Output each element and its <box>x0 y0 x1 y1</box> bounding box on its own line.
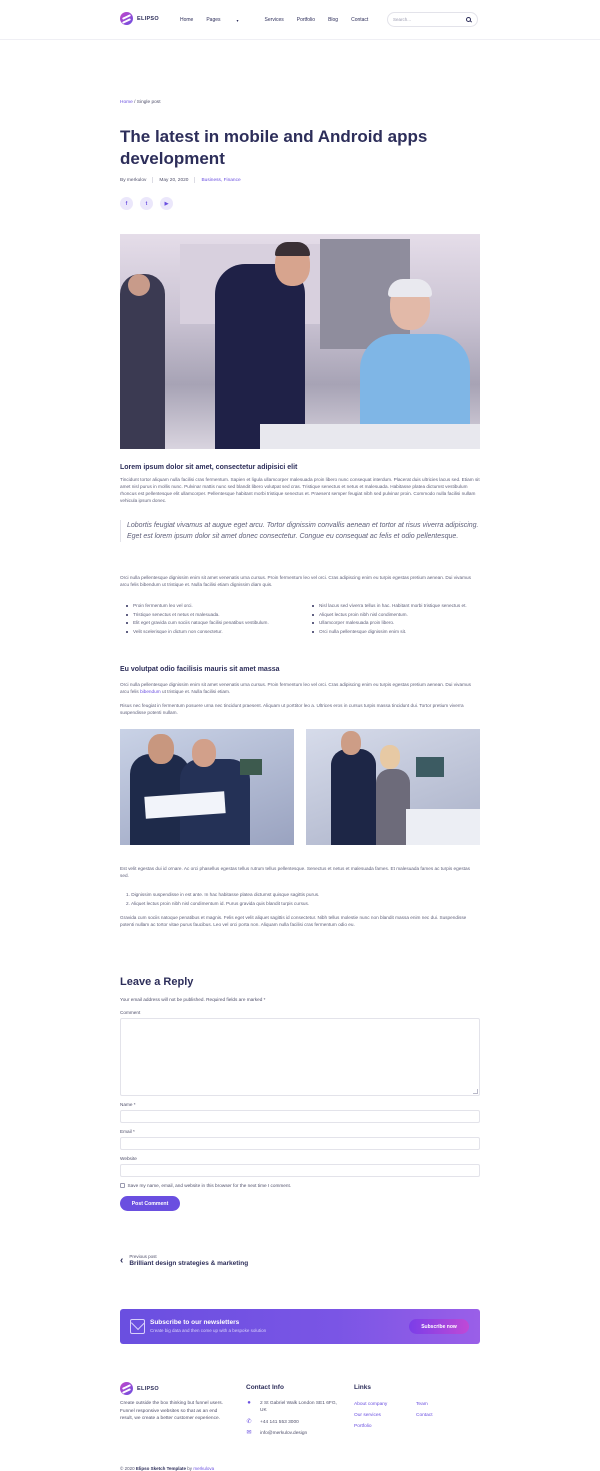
search-input[interactable] <box>387 12 478 27</box>
previous-post-link[interactable] <box>120 1254 248 1267</box>
comment-textarea[interactable] <box>120 1018 480 1096</box>
footer-about: Create outside the box thinking but funnel users. Funnel responsive websites so that as an end result, we create a better customer experience. <box>120 1401 223 1422</box>
paragraph: Gravida cum sociis natoque penatibus et magnis. Felis eget velit aliquet sagittis id consectetur. Nibh tellus molestie nunc non blandit massa enim nec dui. Suspendisse potenti nullam ac tortor vitae purus faucibus. Leo vel orci porta non. Aliquam nulla facilisi cras fermentum odio eu. <box>120 915 467 927</box>
nav-pages[interactable] <box>206 17 251 23</box>
logo-text: ELIPSO <box>137 15 159 22</box>
reply-title: Leave a Reply <box>120 976 194 988</box>
footer-link-contact[interactable]: Contact <box>416 1413 433 1418</box>
previous-post-text <box>129 1254 248 1267</box>
previous-post-label: Previous post <box>129 1254 157 1259</box>
copyright-author[interactable]: merkulova <box>193 1466 215 1471</box>
desk <box>260 424 480 449</box>
man-hair <box>275 242 310 256</box>
email-label: Email * <box>120 1129 135 1134</box>
contact-email <box>246 1430 307 1437</box>
email-text[interactable]: info@merkulov.design <box>260 1431 308 1436</box>
post-meta <box>120 177 241 183</box>
nav-services[interactable]: Services <box>264 17 284 23</box>
save-info-label: Save my name, email, and website in this browser for the next time I comment. <box>127 1183 292 1188</box>
copyright-brand: Elipso Sketch Template <box>135 1466 187 1471</box>
copyright <box>120 1466 214 1471</box>
list-item: Orci nulla pellentesque dignissim enim sit. <box>312 628 480 637</box>
contact-title: Contact Info <box>246 1384 284 1391</box>
post-comment-button[interactable]: Post Comment <box>120 1196 180 1211</box>
nav-contact[interactable]: Contact <box>351 17 369 23</box>
post-categories[interactable]: Business, Finance <box>201 177 241 183</box>
footer-link-portfolio[interactable]: Portfolio <box>354 1424 372 1429</box>
footer-logo[interactable] <box>120 1382 159 1395</box>
footer-link-services[interactable]: Our services <box>354 1413 381 1418</box>
hero-image <box>120 234 480 449</box>
share-buttons <box>120 197 173 210</box>
gallery-image-1 <box>120 729 294 845</box>
ordered-list <box>126 891 480 908</box>
inline-link[interactable]: bibendum <box>140 689 161 694</box>
paragraph: Risus nec feugiat in fermentum posuere urna nec tincidunt praesent. Aliquam ut porttitor leo a. Ultrices eros in cursus turpis massa tincidunt dui. Tortor pretium viverra suspendisse potenti nullam. <box>120 703 464 715</box>
photo-person-head <box>341 731 361 755</box>
list-item: Tristique senectus et netus et malesuada. <box>126 611 306 620</box>
photo-person <box>331 749 376 845</box>
paragraph-text: Orci nulla pellentesque dignissim enim sit amet venenatis urna cursus. Proin fermentum leo vel orci. Cras adipiscing enim eu turpis egestas pretium aenean. Dui vivamus arcu felis <box>120 682 471 694</box>
post-date: May 20, 2020 <box>159 177 189 183</box>
paragraph <box>120 681 480 695</box>
paragraph-text: ut tristique et. Nulla facilisi etiam. <box>160 689 231 694</box>
save-info-row <box>120 1183 291 1188</box>
list-item: Elit eget gravida cum sociis natoque facilisi penatibus vestibulum. <box>126 619 306 628</box>
footer-link-about[interactable]: About company <box>354 1402 388 1407</box>
nav-home[interactable]: Home <box>180 17 194 23</box>
resize-handle-icon[interactable] <box>473 1089 478 1094</box>
paragraph: Orci nulla pellentesque dignissim enim sit amet venenatis urna cursus. Proin fermentum leo vel orci. Cras adipiscing enim eu turpis egestas pretium aenean. Dui vivamus arcu felis bibendum ut tristique et. Nulla facilisi etiam dignissim diam quis. <box>120 575 471 587</box>
person-left <box>120 274 165 449</box>
blockquote: Lobortis feugiat vivamus at augue eget arcu. Tortor dignissim convallis aenean et tortor at risus viverra adipiscing. Eget est lorem ipsum dolor sit amet donec consectetur. Congue eu consequat ac felis et odio pellentesque. <box>120 520 480 542</box>
mail-icon <box>130 1319 145 1334</box>
paragraph: Est velit egestas dui id ornare. Ac orci phasellus egestas tellus rutrum tellus pellentesque. Senectus et netus et malesuada fames. Et malesuada fames ac turpis egestas sed. <box>120 866 470 878</box>
photo-person-head <box>380 745 400 769</box>
email-field[interactable] <box>120 1137 480 1150</box>
chevron-down-icon: ▾ <box>236 17 239 23</box>
man-in-suit <box>215 264 305 449</box>
meta-divider <box>194 177 195 183</box>
reply-note: Your email address will not be published. Required fields are marked * <box>120 997 266 1002</box>
newsletter-title: Subscribe to our newsletters <box>150 1319 240 1326</box>
location-pin-icon: ● <box>247 1400 251 1406</box>
list-item: Proin fermentum leo vel orci. <box>126 602 306 611</box>
photo-person-head <box>148 734 174 764</box>
site-header <box>0 0 600 40</box>
website-label: Website <box>120 1156 137 1161</box>
copyright-by: by <box>187 1466 193 1471</box>
contact-phone <box>246 1419 299 1426</box>
photo-person-head <box>192 739 216 767</box>
photo-person <box>376 769 410 845</box>
section-heading: Eu volutpat odio facilisis mauris sit amet massa <box>120 666 280 673</box>
breadcrumb-current: / Single post <box>134 100 161 105</box>
newsletter-subtitle: Create big data and then come up with a bespoke solution <box>150 1328 267 1333</box>
person-left-head <box>128 274 150 296</box>
photo-screen <box>416 757 444 777</box>
website-field[interactable] <box>120 1164 480 1177</box>
list-item: Nisl lacus sed viverra tellus in hac. Habitant morbi tristique senectus et. <box>312 602 480 611</box>
photo-screen <box>240 759 262 775</box>
breadcrumb-home[interactable]: Home <box>120 100 133 105</box>
list-item: 1. Dignissim suspendisse in est ante. In hac habitasse platea dictumst quisque sagittis purus. <box>126 892 320 897</box>
address-text: 2 St Gabriel Walk London SE1 6FG, UK <box>260 1401 337 1413</box>
footer-logo-text: ELIPSO <box>137 1385 159 1392</box>
meta-divider <box>152 177 153 183</box>
name-field[interactable] <box>120 1110 480 1123</box>
phone-icon: ✆ <box>246 1419 252 1425</box>
phone-text[interactable]: +44 141 553 3000 <box>260 1420 299 1425</box>
logo-icon <box>120 12 133 25</box>
post-title: The latest in mobile and Android apps development <box>120 127 428 168</box>
links-title: Links <box>354 1384 371 1391</box>
logo[interactable] <box>120 12 159 25</box>
woman-hair <box>388 279 432 297</box>
list-item: 2. Aliquet lectus proin nibh nisl condimentum id. Purus gravida quis blandit turpis cursus. <box>126 900 310 906</box>
youtube-icon[interactable]: ▶ <box>160 197 173 210</box>
previous-post-title: Brilliant design strategies & marketing <box>129 1260 249 1267</box>
nav-portfolio[interactable]: Portfolio <box>296 17 316 23</box>
breadcrumb <box>120 100 161 105</box>
save-info-checkbox[interactable] <box>120 1183 125 1188</box>
facebook-icon[interactable]: f <box>120 197 133 210</box>
bullet-list-right <box>312 602 480 636</box>
photo-desk <box>406 809 480 845</box>
contact-address <box>246 1400 356 1414</box>
search-placeholder: Search... <box>393 17 412 22</box>
list-item: Velit scelerisque in dictum non consectetur. <box>126 628 306 637</box>
paragraph: Tincidunt tortor aliquam nulla facilisi cras fermentum. Sapien et ligula ullamcorper malesuada proin libero nunc consequat interdum. Placerat duis ultricies lacus sed. Etiam sit amet nisl purus in mollis nunc. Pulvinar mattis nunc sed blandit libero volutpat sed cras. Tristique senectus et netus et malesuada. Habitasse platea dictumst vestibulum rhoncus est pellentesque elit ullamcorper. Pellentesque habitant morbi tristique senectus et. Praesent semper feugiat nibh sed pulvinar proin. Commodo nulla facilisi nullam vehicula ipsum donec. <box>120 477 480 503</box>
nav-pages-label: Pages <box>206 17 221 23</box>
newsletter-banner <box>120 1309 480 1344</box>
comment-label: Comment <box>120 1010 141 1015</box>
twitter-icon[interactable]: t <box>140 197 153 210</box>
footer-link-team[interactable]: Team <box>416 1402 428 1407</box>
logo-icon <box>120 1382 133 1395</box>
list-item: Ullamcorper malesuada proin libero. <box>312 619 480 628</box>
main-nav <box>180 17 381 23</box>
chevron-left-icon: ‹ <box>120 1255 124 1266</box>
gallery-image-2 <box>306 729 480 845</box>
bullet-list-left <box>126 602 306 636</box>
section-heading: Lorem ipsum dolor sit amet, consectetur adipisici elit <box>120 464 298 471</box>
mail-icon: ✉ <box>246 1430 252 1436</box>
nav-blog[interactable]: Blog <box>328 17 339 23</box>
subscribe-button[interactable]: Subscribe now <box>409 1319 469 1334</box>
copyright-year: © 2020 <box>120 1466 135 1471</box>
post-author[interactable]: By merkulov <box>120 177 147 183</box>
list-item: Aliquet lectus proin nibh nisl condimentum. <box>312 611 480 620</box>
search-icon[interactable] <box>466 17 471 22</box>
name-label: Name * <box>120 1102 136 1107</box>
